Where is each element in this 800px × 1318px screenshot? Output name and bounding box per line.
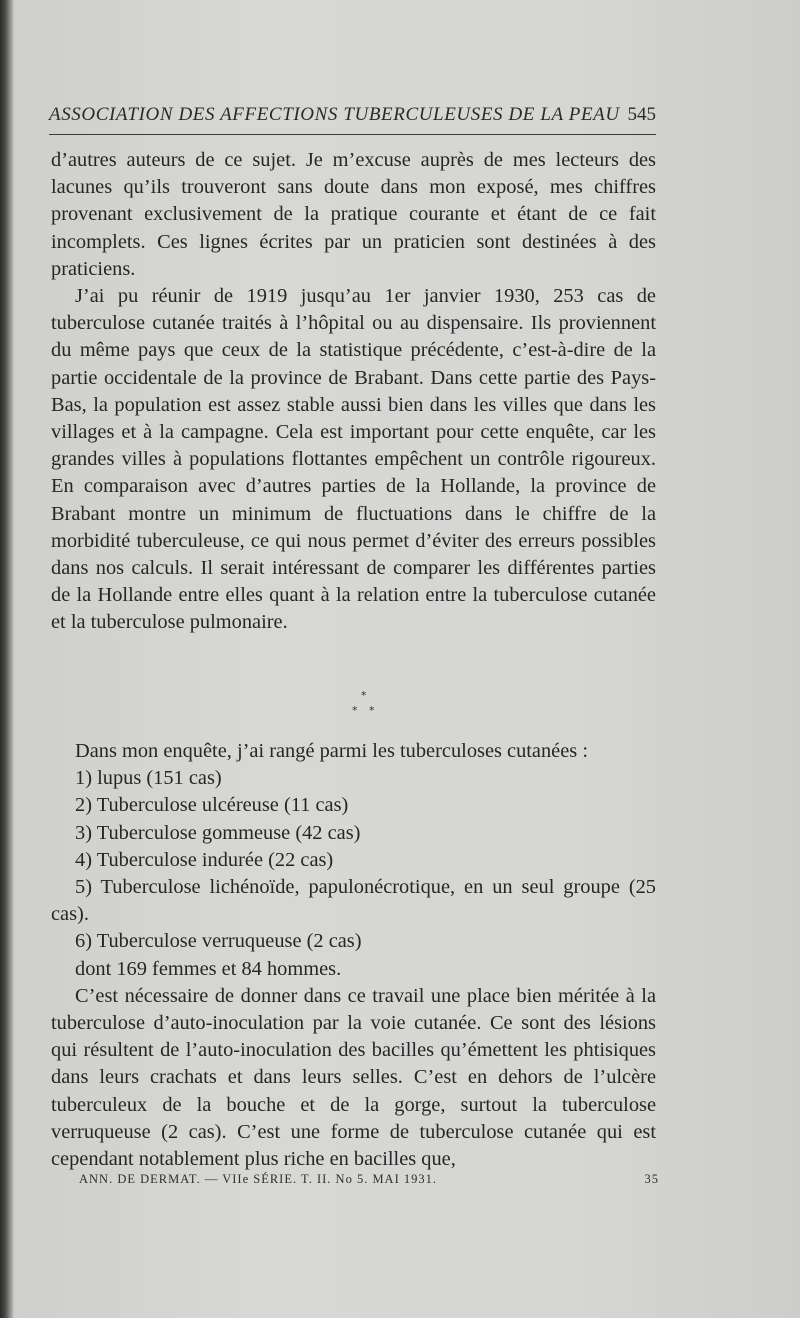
sheet-number: 35	[644, 1172, 659, 1186]
asterism-star: *	[369, 704, 375, 717]
list-item: 5) Tuberculose lichénoïde, papulonécrotique, en un seul groupe (25 cas).	[51, 876, 656, 926]
list-item: 6) Tuberculose verruqueuse (2 cas)	[75, 930, 362, 953]
paragraph-continuation: d’autres auteurs de ce sujet. Je m’excuse auprès de mes lecteurs des lacunes qu’ils trouveront sans doute dans mon exposé, mes chiffres provenant exclusivement de la pratique courante et étant de ce fait incomplets. Ces lignes écrites par un praticien sont destinées à des praticiens.	[51, 149, 656, 280]
running-title: ASSOCIATION DES AFFECTIONS TUBERCULEUSES DE LA PEAU	[49, 104, 620, 125]
list-item: 4) Tuberculose indurée (22 cas)	[75, 848, 334, 871]
asterism-star: *	[352, 704, 358, 717]
journal-citation: ANN. DE DERMAT. — VIIe SÉRIE. T. II. No 5. MAI 1931.	[79, 1172, 437, 1186]
paragraph-auto-inoculation: C’est nécessaire de donner dans ce travail une place bien méritée à la tuberculose d’auto-inoculation par la voie cutanée. Ce sont des lésions qui résultent de l’auto-inoculation des bacilles qu’émettent les phtisiques dans leurs crachats et dans leurs selles. C’est en dehors de l’ulcère tuberculeux de la bouche et de la gorge, surtout la tuberculose verruqueuse (2 cas). C’est une forme de tuberculose cutanée qui est cependant notablement plus riche en bacilles que,	[51, 984, 656, 1171]
section-separator-asterism	[314, 682, 414, 722]
list-item: 3) Tuberculose gommeuse (42 cas)	[75, 821, 361, 844]
paragraph-cases-overview: J’ai pu réunir de 1919 jusqu’au 1er janvier 1930, 253 cas de tuberculose cutanée traités à l’hôpital ou au dispensaire. Ils proviennent du même pays que ceux de la statistique précédente, c’est-à-dire de la partie occidentale de la province de Brabant. Dans cette partie des Pays-Bas, la population est assez stable aussi bien dans les villes que dans les villages et à la campagne. Cela est important pour cette enquête, car les grandes villes à populations flottantes empêchent un contrôle rigoureux. En comparaison avec d’autres parties de la Hollande, la province de Brabant montre un minimum de fluctuations dans le chiffre de la morbidité tuberculeuse, ce qui nous permet d’éviter des erreurs possibles dans nos calculs. Il serait intéressant de comparer les différentes parties de la Hollande entre elles quant à la relation entre la tuberculose cutanée et la tuberculose pulmonaire.	[51, 285, 656, 634]
list-item: 1) lupus (151 cas)	[75, 767, 222, 790]
page-header	[49, 98, 656, 135]
asterism-star: *	[361, 689, 367, 702]
body-text-upper	[51, 147, 656, 637]
page-number: 545	[627, 104, 656, 125]
book-spine-shadow	[0, 0, 14, 1318]
scanned-page	[14, 0, 800, 1318]
list-summary: dont 169 femmes et 84 hommes.	[75, 957, 342, 980]
body-text-lower	[51, 738, 656, 1173]
list-item: 2) Tuberculose ulcéreuse (11 cas)	[75, 794, 349, 817]
list-intro: Dans mon enquête, j’ai rangé parmi les tuberculoses cutanées :	[75, 740, 588, 762]
